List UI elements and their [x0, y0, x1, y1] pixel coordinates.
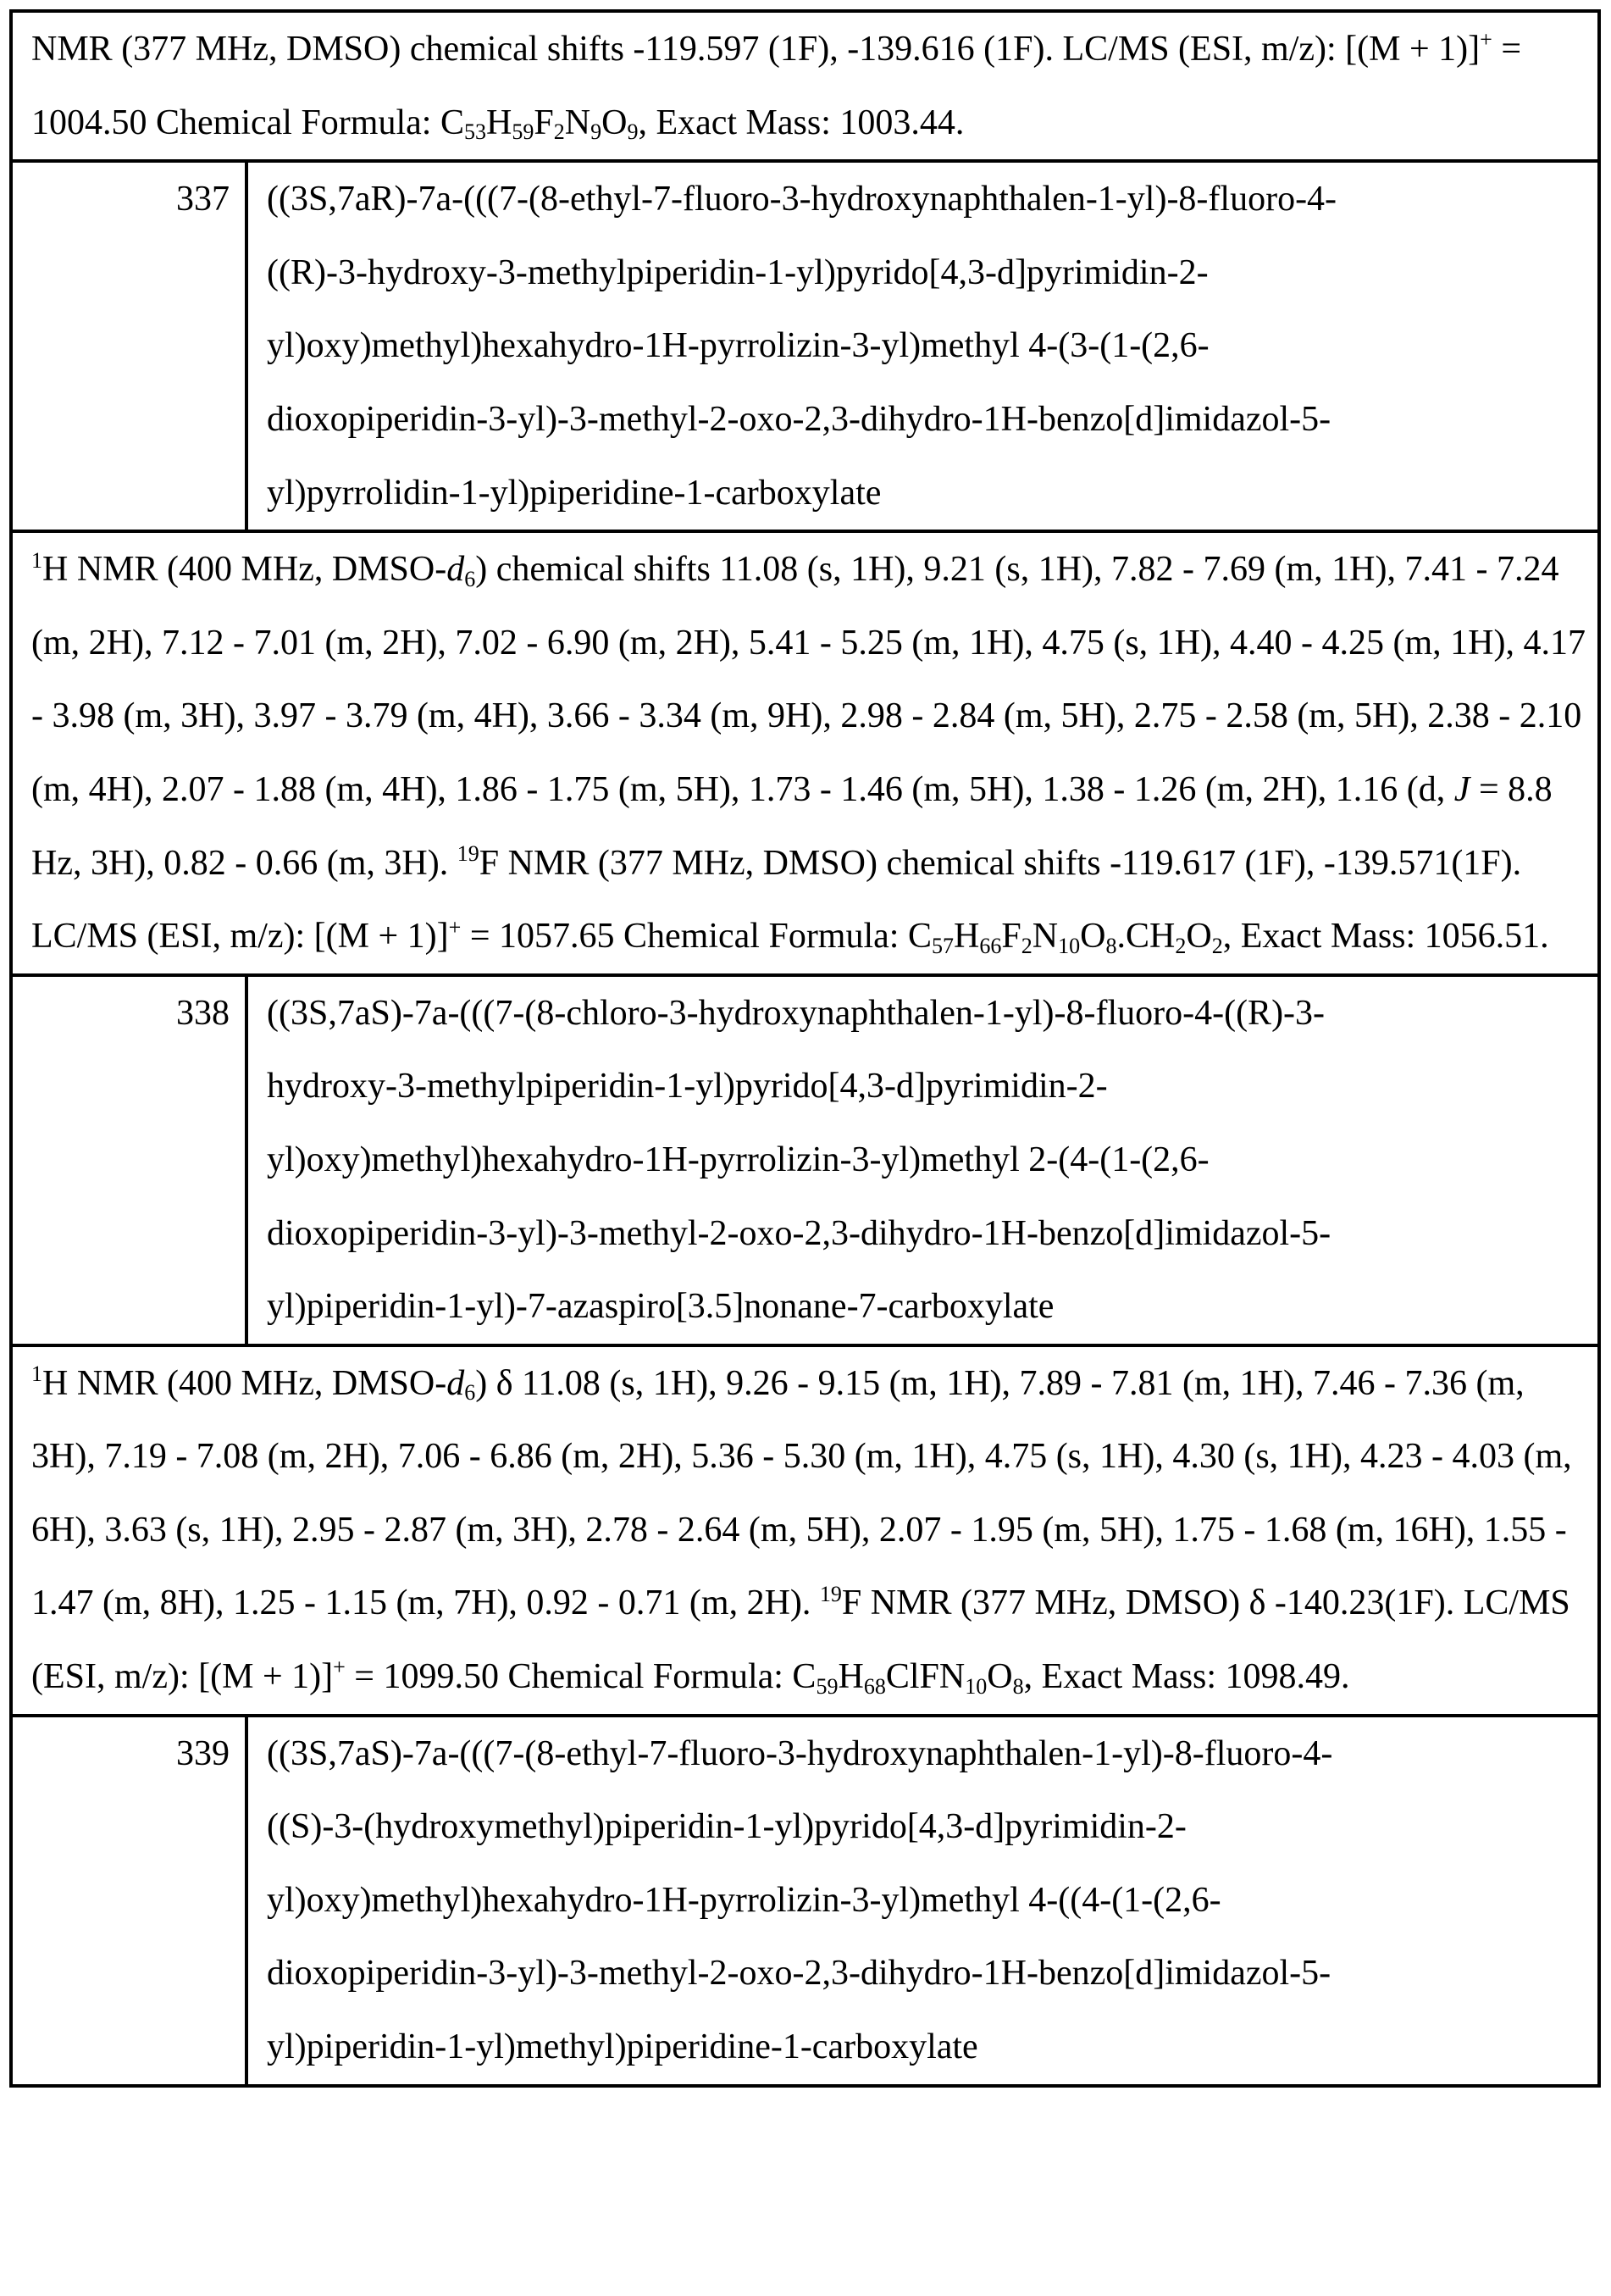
text-segment: , Exact Mass: 1056.51. — [1222, 917, 1549, 957]
compound-number: 338 — [11, 975, 246, 1345]
table-row-compound-338 — [11, 975, 1599, 1345]
text-segment: J — [1453, 769, 1470, 809]
text-segment: 8 — [1012, 1673, 1024, 1699]
text-segment: + — [333, 1655, 346, 1680]
compound-name — [246, 975, 1599, 1345]
text-segment: ) δ 11.08 (s, 1H), 9.26 - 9.15 (m, 1H), 7.89 - 7.81 (m, 1H), 7.46 - 7.36 (m, 3H), 7.19 - 7.08 (m, 2H), 7.06 - 6.86 (m, 2H), 5.36 - 5.30 (m, 1H), 4.75 (s, 1H), 4.30 (s, 1H), 4.23 - 4.03 (m, 6H), 3.63 (s, 1H), 2.95 - 2.87 (m, 3H), 2.78 - 2.64 (m, 5H), 2.07 - 1.95 (m, 5H), 1.75 - 1.68 (m, 16H), 1.55 - 1.47 (m, 8H), 1.25 - 1.15 (m, 7H), 0.92 - 0.71 (m, 2H). — [31, 1363, 1572, 1623]
compound-name-line: dioxopiperidin-3-yl)-3-methyl-2-oxo-2,3-dihydro-1H-benzo[d]imidazol-5- — [267, 399, 1331, 439]
text-segment: ) chemical shifts 11.08 (s, 1H), 9.21 (s, 1H), 7.82 - 7.69 (m, 1H), 7.41 - 7.24 (m, 2H), 7.12 - 7.01 (m, 2H), 7.02 - 6.90 (m, 2H), 5.41 - 5.25 (m, 1H), 4.75 (s, 1H), 4.40 - 4.25 (m, 1H), 4.17 - 3.98 (m, 3H), 3.97 - 3.79 (m, 4H), 3.66 - 3.34 (m, 9H), 2.98 - 2.84 (m, 5H), 2.75 - 2.58 (m, 5H), 2.38 - 2.10 (m, 4H), 2.07 - 1.88 (m, 4H), 1.86 - 1.75 (m, 5H), 1.73 - 1.46 (m, 5H), 1.38 - 1.26 (m, 2H), 1.16 (d, — [31, 550, 1586, 809]
text-segment: 59 — [512, 119, 534, 145]
spectra-cell — [11, 531, 1599, 975]
text-segment: , Exact Mass: 1098.49. — [1023, 1657, 1350, 1697]
text-segment: O — [1186, 917, 1212, 957]
text-segment: 66 — [979, 933, 1002, 958]
compound-name-line: yl)piperidin-1-yl)-7-azaspiro[3.5]nonane-7-carboxylate — [267, 1287, 1055, 1327]
compound-name-line: ((3S,7aS)-7a-(((7-(8-chloro-3-hydroxynaphthalen-1-yl)-8-fluoro-4-((R)-3- — [267, 993, 1326, 1033]
compound-name-line: yl)pyrrolidin-1-yl)piperidine-1-carboxylate — [267, 473, 882, 513]
text-segment: N — [564, 103, 591, 142]
text-segment: 59 — [816, 1673, 839, 1699]
text-segment: 2 — [553, 119, 565, 145]
text-segment: = 1057.65 Chemical Formula: C — [461, 917, 932, 957]
text-segment: ClFN — [885, 1657, 966, 1697]
compound-name-line: ((S)-3-(hydroxymethyl)piperidin-1-yl)pyrido[4,3-d]pyrimidin-2- — [267, 1807, 1187, 1847]
compound-number: 337 — [11, 161, 246, 531]
spectra-cell — [11, 11, 1599, 161]
text-segment: + — [448, 914, 462, 940]
text-segment: H — [485, 103, 512, 142]
text-segment: 57 — [931, 933, 954, 958]
text-segment: H — [838, 1657, 864, 1697]
compound-name-line: ((R)-3-hydroxy-3-methylpiperidin-1-yl)pyrido[4,3-d]pyrimidin-2- — [267, 252, 1209, 292]
text-segment: H NMR (400 MHz, DMSO- — [42, 550, 447, 590]
compound-name-line: dioxopiperidin-3-yl)-3-methyl-2-oxo-2,3-dihydro-1H-benzo[d]imidazol-5- — [267, 1213, 1331, 1253]
table-row-spectra-338 — [11, 1345, 1599, 1716]
text-segment: 19 — [457, 840, 479, 866]
compound-data-table — [9, 9, 1601, 2088]
compound-name-line: yl)oxy)methyl)hexahydro-1H-pyrrolizin-3-yl)methyl 4-((4-(1-(2,6- — [267, 1880, 1221, 1920]
text-segment: O — [601, 103, 628, 142]
compound-name-line: dioxopiperidin-3-yl)-3-methyl-2-oxo-2,3-dihydro-1H-benzo[d]imidazol-5- — [267, 1954, 1331, 1994]
text-segment: 10 — [965, 1673, 988, 1699]
table-row-compound-337 — [11, 161, 1599, 531]
text-segment: = 8.8 Hz, 3H), 0.82 - 0.66 (m, 3H). — [31, 769, 1553, 883]
table-row-spectra-continued — [11, 11, 1599, 161]
text-segment: H — [954, 917, 980, 957]
text-segment: F NMR (377 MHz, DMSO) chemical shifts -119.617 (1F), -139.571(1F). LC/MS (ESI, m/z): [(M + 1)] — [31, 843, 1522, 957]
text-segment: F — [534, 103, 554, 142]
compound-name-line: yl)piperidin-1-yl)methyl)piperidine-1-carboxylate — [267, 2027, 978, 2067]
spectra-cell — [11, 1345, 1599, 1716]
text-segment: 53 — [463, 119, 486, 145]
text-segment: d — [446, 550, 465, 590]
table-row-compound-339 — [11, 1716, 1599, 2086]
text-segment: + — [1480, 27, 1492, 53]
compound-name — [246, 1716, 1599, 2086]
text-segment: F — [1001, 917, 1021, 957]
text-segment: H NMR (400 MHz, DMSO- — [42, 1363, 447, 1403]
compound-name-line: yl)oxy)methyl)hexahydro-1H-pyrrolizin-3-yl)methyl 4-(3-(1-(2,6- — [267, 326, 1210, 366]
text-segment: .CH — [1116, 917, 1176, 957]
text-segment: 1 — [31, 1362, 43, 1387]
text-segment: 2 — [1211, 933, 1223, 958]
text-segment: 6 — [464, 1380, 476, 1406]
text-segment: = 1099.50 Chemical Formula: C — [345, 1657, 817, 1697]
compound-name-line: ((3S,7aR)-7a-(((7-(8-ethyl-7-fluoro-3-hydroxynaphthalen-1-yl)-8-fluoro-4- — [267, 180, 1337, 219]
text-segment: N — [1032, 917, 1059, 957]
text-segment: NMR (377 MHz, DMSO) chemical shifts -119.597 (1F), -139.616 (1F). LC/MS (ESI, m/z): [(M + 1)] — [31, 30, 1481, 69]
table-row-spectra-337 — [11, 531, 1599, 975]
text-segment: 2 — [1175, 933, 1187, 958]
text-segment: 1 — [31, 547, 43, 573]
text-segment: 19 — [819, 1581, 842, 1606]
compound-name-line: yl)oxy)methyl)hexahydro-1H-pyrrolizin-3-yl)methyl 2-(4-(1-(2,6- — [267, 1140, 1210, 1179]
text-segment: 8 — [1105, 933, 1117, 958]
compound-name-line: hydroxy-3-methylpiperidin-1-yl)pyrido[4,3-d]pyrimidin-2- — [267, 1067, 1108, 1106]
compound-name — [246, 161, 1599, 531]
text-segment: 68 — [863, 1673, 886, 1699]
text-segment: 6 — [464, 566, 476, 591]
text-segment: , Exact Mass: 1003.44. — [638, 103, 965, 142]
compound-number: 339 — [11, 1716, 246, 2086]
text-segment: O — [1080, 917, 1106, 957]
text-segment: 9 — [590, 119, 602, 145]
text-segment: F NMR (377 MHz, DMSO) δ -140.23(1F). LC/MS (ESI, m/z): [(M + 1)] — [31, 1583, 1570, 1697]
text-segment: 9 — [627, 119, 639, 145]
text-segment: 2 — [1021, 933, 1032, 958]
compound-name-line: ((3S,7aS)-7a-(((7-(8-ethyl-7-fluoro-3-hydroxynaphthalen-1-yl)-8-fluoro-4- — [267, 1733, 1333, 1773]
text-segment: = 1004.50 Chemical Formula: C — [31, 30, 1522, 142]
text-segment: 10 — [1058, 933, 1081, 958]
text-segment: O — [987, 1657, 1013, 1697]
text-segment: d — [446, 1363, 465, 1403]
